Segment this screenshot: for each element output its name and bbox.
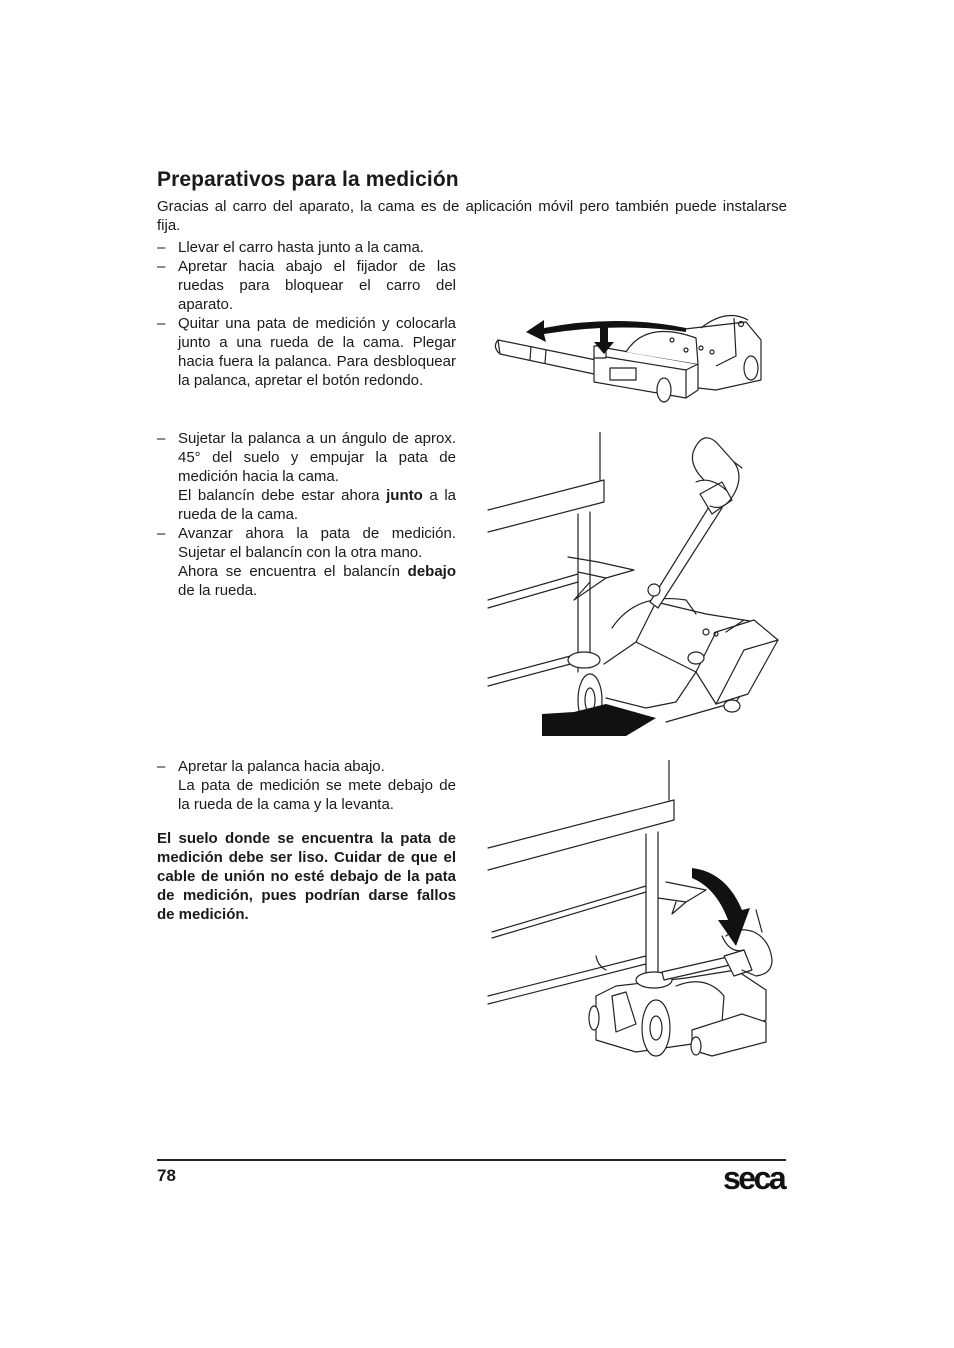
list-item xyxy=(157,757,456,814)
step-text: – Avanzar ahora la pata de medición. Sujetar el balancín con la otra mano. xyxy=(178,525,456,561)
steps-list-1 xyxy=(157,238,456,390)
list-item xyxy=(157,524,456,600)
intro-paragraph: Gracias al carro del aparato, la cama es de aplicación móvil pero también puede instalarse fija. xyxy=(157,198,787,234)
seca-logo: seca xyxy=(723,1160,785,1196)
step-text: Quitar una pata de medición y colocarla junto a una rueda de la cama. Plegar hacia fuera la palanca. Para desbloquear la palanca, apretar el botón redondo. xyxy=(178,315,456,389)
step-text: – Sujetar la palanca a un ángulo de aprox. 45° del suelo y empujar la pata de medición hacia la cama. xyxy=(178,430,456,485)
list-item xyxy=(157,257,456,314)
step-text: Apretar hacia abajo el fijador de las ruedas para bloquear el carro del aparato. xyxy=(178,258,456,313)
list-item xyxy=(157,314,456,390)
page-title: Preparativos para la medición xyxy=(157,168,459,191)
step-text: Llevar el carro hasta junto a la cama. xyxy=(178,239,424,256)
steps-list-2 xyxy=(157,429,456,600)
step-note: El balancín debe estar ahora junto a la rueda de la cama. xyxy=(178,487,456,523)
illustration-press-lever xyxy=(486,760,786,1060)
steps-list-3 xyxy=(157,757,456,814)
illustration-unfold-lever xyxy=(486,310,786,410)
illustration-push-leg xyxy=(486,432,786,737)
warning-note: El suelo donde se encuentra la pata de medición debe ser liso. Cuidar de que el cable de unión no esté debajo de la pata de medición, pues podrían darse fallos de medición. xyxy=(157,830,456,923)
page-number: 78 xyxy=(157,1166,176,1185)
step-note: Ahora se encuentra el balancín debajo de la rueda. xyxy=(178,563,456,599)
step-note: La pata de medición se mete debajo de la rueda de la cama y la levanta. xyxy=(178,777,456,813)
list-item xyxy=(157,429,456,524)
footer-divider xyxy=(157,1159,786,1161)
step-text: – Apretar la palanca hacia abajo. xyxy=(178,758,385,775)
list-item xyxy=(157,238,456,257)
